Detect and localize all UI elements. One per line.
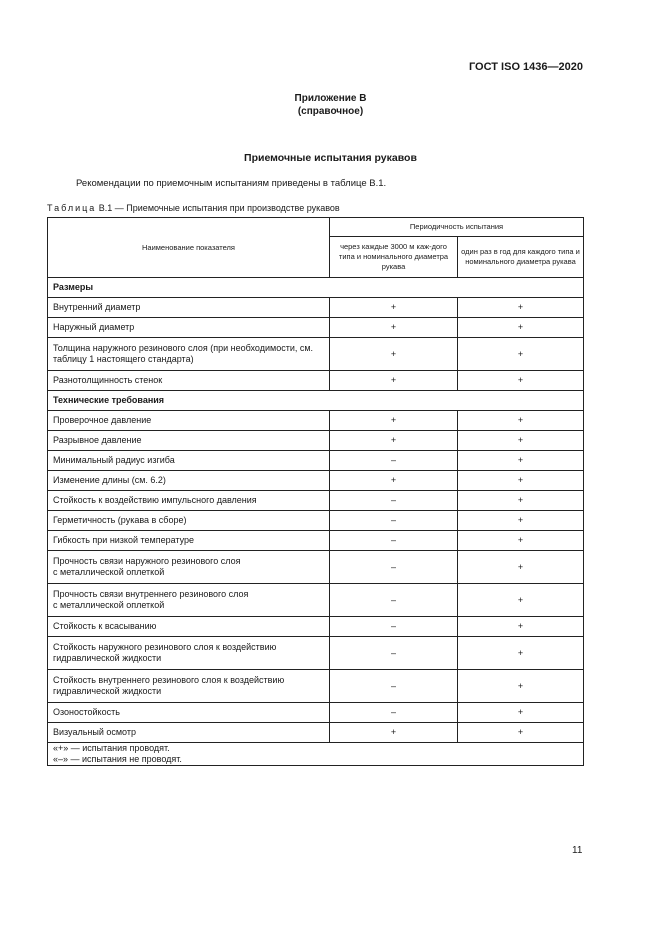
table-row bbox=[48, 338, 584, 371]
table-caption bbox=[47, 203, 340, 213]
indicator-name: Минимальный радиус изгиба bbox=[48, 451, 330, 471]
mark-every-3000m: + bbox=[330, 318, 458, 338]
mark-once-a-year: + bbox=[458, 451, 584, 471]
mark-every-3000m: + bbox=[330, 411, 458, 431]
mark-once-a-year: + bbox=[458, 471, 584, 491]
table-row bbox=[48, 511, 584, 531]
note-plus: «+» — испытания проводят. bbox=[53, 743, 170, 753]
mark-every-3000m: + bbox=[330, 471, 458, 491]
mark-once-a-year: + bbox=[458, 431, 584, 451]
mark-once-a-year: + bbox=[458, 338, 584, 371]
mark-every-3000m: – bbox=[330, 617, 458, 637]
table-row bbox=[48, 531, 584, 551]
indicator-name: Стойкость к воздействию импульсного давления bbox=[48, 491, 330, 511]
page-number: 11 bbox=[572, 845, 583, 856]
appendix-title: Приложение В bbox=[294, 93, 367, 104]
mark-once-a-year: + bbox=[458, 511, 584, 531]
header-periodicity: Периодичность испытания bbox=[330, 218, 584, 237]
header-indicator-name: Наименование показателя bbox=[48, 218, 330, 278]
indicator-name: Стойкость наружного резинового слоя к воздействию гидравлической жидкости bbox=[48, 637, 330, 670]
table-section-row bbox=[48, 278, 584, 298]
table-row bbox=[48, 703, 584, 723]
indicator-name: Стойкость к всасыванию bbox=[48, 617, 330, 637]
mark-every-3000m: – bbox=[330, 551, 458, 584]
table-row bbox=[48, 298, 584, 318]
section-label: Размеры bbox=[48, 278, 584, 298]
mark-once-a-year: + bbox=[458, 723, 584, 743]
mark-every-3000m: – bbox=[330, 491, 458, 511]
note-minus: «–» — испытания не проводят. bbox=[53, 754, 182, 764]
indicator-name: Прочность связи внутреннего резинового слоя с металлической оплеткой bbox=[48, 584, 330, 617]
indicator-name: Визуальный осмотр bbox=[48, 723, 330, 743]
table-notes bbox=[48, 743, 584, 766]
appendix-subtitle: (справочное) bbox=[297, 106, 364, 117]
mark-once-a-year: + bbox=[458, 531, 584, 551]
mark-every-3000m: – bbox=[330, 531, 458, 551]
section-label: Технические требования bbox=[48, 391, 584, 411]
indicator-name: Наружный диаметр bbox=[48, 318, 330, 338]
header-once-a-year: один раз в год для каждого типа и номинального диаметра рукава bbox=[458, 237, 584, 278]
table-row bbox=[48, 318, 584, 338]
indicator-name: Внутренний диаметр bbox=[48, 298, 330, 318]
mark-once-a-year: + bbox=[458, 703, 584, 723]
indicator-name: Разнотолщинность стенок bbox=[48, 371, 330, 391]
table-row bbox=[48, 411, 584, 431]
table-row bbox=[48, 431, 584, 451]
table-caption-prefix: Таблица bbox=[47, 203, 97, 213]
mark-every-3000m: + bbox=[330, 723, 458, 743]
table-row bbox=[48, 451, 584, 471]
indicator-name: Озоностойкость bbox=[48, 703, 330, 723]
indicator-name: Изменение длины (см. 6.2) bbox=[48, 471, 330, 491]
mark-every-3000m: + bbox=[330, 338, 458, 371]
mark-every-3000m: – bbox=[330, 703, 458, 723]
table-row bbox=[48, 637, 584, 670]
table-row bbox=[48, 371, 584, 391]
indicator-name: Гибкость при низкой температуре bbox=[48, 531, 330, 551]
mark-every-3000m: – bbox=[330, 584, 458, 617]
indicator-name: Герметичность (рукава в сборе) bbox=[48, 511, 330, 531]
indicator-name: Стойкость внутреннего резинового слоя к воздействию гидравлической жидкости bbox=[48, 670, 330, 703]
intro-paragraph: Рекомендации по приемочным испытаниям приведены в таблице В.1. bbox=[76, 178, 387, 189]
mark-once-a-year: + bbox=[458, 617, 584, 637]
table-row bbox=[48, 471, 584, 491]
indicator-name: Разрывное давление bbox=[48, 431, 330, 451]
mark-once-a-year: + bbox=[458, 584, 584, 617]
header-every-3000m: через каждые 3000 м каж-дого типа и номинального диаметра рукава bbox=[330, 237, 458, 278]
mark-once-a-year: + bbox=[458, 637, 584, 670]
table-row bbox=[48, 670, 584, 703]
appendix-heading bbox=[0, 92, 661, 118]
mark-every-3000m: – bbox=[330, 637, 458, 670]
indicator-name: Прочность связи наружного резинового слоя с металлической оплеткой bbox=[48, 551, 330, 584]
mark-once-a-year: + bbox=[458, 551, 584, 584]
mark-every-3000m: – bbox=[330, 670, 458, 703]
table-row bbox=[48, 584, 584, 617]
mark-every-3000m: + bbox=[330, 431, 458, 451]
table-row bbox=[48, 723, 584, 743]
section-title: Приемочные испытания рукавов bbox=[244, 152, 417, 164]
indicator-name: Проверочное давление bbox=[48, 411, 330, 431]
table-caption-text: В.1 — Приемочные испытания при производстве рукавов bbox=[96, 203, 340, 213]
mark-every-3000m: + bbox=[330, 371, 458, 391]
mark-once-a-year: + bbox=[458, 298, 584, 318]
table-row bbox=[48, 617, 584, 637]
mark-every-3000m: – bbox=[330, 451, 458, 471]
mark-once-a-year: + bbox=[458, 411, 584, 431]
table-section-row bbox=[48, 391, 584, 411]
mark-once-a-year: + bbox=[458, 371, 584, 391]
mark-every-3000m: + bbox=[330, 298, 458, 318]
mark-once-a-year: + bbox=[458, 491, 584, 511]
mark-once-a-year: + bbox=[458, 670, 584, 703]
table-body bbox=[48, 278, 584, 743]
table-row bbox=[48, 551, 584, 584]
mark-once-a-year: + bbox=[458, 318, 584, 338]
acceptance-tests-table bbox=[47, 217, 584, 766]
table-row bbox=[48, 491, 584, 511]
mark-every-3000m: – bbox=[330, 511, 458, 531]
document-code: ГОСТ ISO 1436—2020 bbox=[468, 61, 583, 73]
indicator-name: Толщина наружного резинового слоя (при необходимости, см. таблицу 1 настоящего стандарта) bbox=[48, 338, 330, 371]
